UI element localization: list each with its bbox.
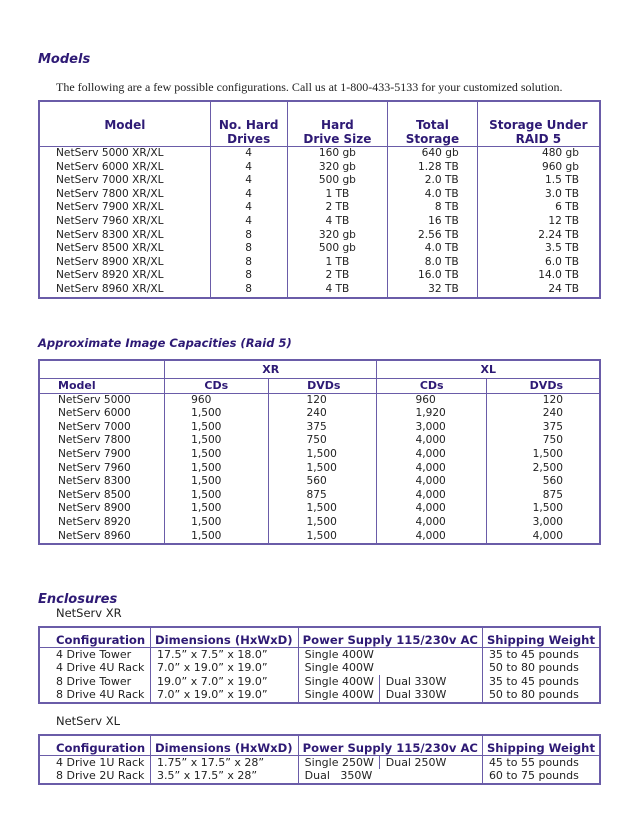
col-total-2: Storage [388, 132, 478, 147]
table-row [39, 462, 600, 476]
table-row [39, 229, 600, 243]
power-supply: Single 400W [298, 675, 379, 689]
model-name: NetServ 8960 [58, 529, 131, 542]
table-row [39, 769, 600, 784]
model-name: NetServ 8900 XR/XL [56, 255, 164, 268]
xl-dvds: 4,000 [486, 530, 600, 545]
table-row [39, 283, 600, 298]
table-row [39, 174, 600, 188]
configuration: 4 Drive Tower [56, 647, 132, 661]
drive-size: 160 gb [287, 147, 388, 161]
xl-dvds: 2,500 [486, 462, 600, 476]
model-name: NetServ 8920 XR/XL [56, 269, 164, 282]
xr-cds: 1,500 [165, 530, 268, 545]
xr-cds: 1,500 [165, 434, 268, 448]
dimensions: 3.5” x 17.5” x 28” [151, 769, 299, 784]
col-model-2 [39, 132, 210, 147]
enclosures-heading: Enclosures [38, 592, 118, 607]
enclosures-xl-table [38, 734, 601, 785]
xr-cds: 1,500 [165, 462, 268, 476]
xl-cds: 960 [377, 393, 487, 407]
table-row [39, 256, 600, 270]
configuration: 8 Drive 4U Rack [56, 688, 145, 702]
table-row [39, 242, 600, 256]
dimensions: 19.0” x 7.0” x 19.0” [151, 675, 299, 689]
total-storage: 8 TB [388, 201, 478, 215]
model-name: NetServ 8500 XR/XL [56, 242, 164, 255]
dimensions: 7.0” x 19.0” x 19.0” [151, 688, 299, 703]
table-row [39, 475, 600, 489]
col-drives-2: Drives [210, 132, 287, 147]
group-blank [39, 360, 165, 379]
model-name: NetServ 7800 XR/XL [56, 187, 164, 200]
drive-size: 2 TB [287, 201, 388, 215]
configuration: 8 Drive Tower [56, 674, 132, 688]
col-model: Model [39, 379, 165, 394]
power-supply: Dual 350W [298, 769, 482, 784]
drive-count: 8 [210, 242, 287, 256]
table-row [39, 393, 600, 407]
table-row [39, 647, 600, 661]
table-row [39, 448, 600, 462]
table-row [39, 147, 600, 161]
xr-dvds: 560 [268, 475, 377, 489]
total-storage: 4.0 TB [388, 242, 478, 256]
xl-cds: 3,000 [377, 421, 487, 435]
col-weight: Shipping Weight [482, 627, 600, 647]
model-name: NetServ 8900 [58, 502, 131, 515]
drive-count: 8 [210, 283, 287, 298]
xr-cds: 1,500 [165, 421, 268, 435]
col-drives: No. Hard [210, 101, 287, 132]
raid-storage: 24 TB [477, 283, 600, 298]
raid-storage: 2.24 TB [477, 229, 600, 243]
model-name: NetServ 8500 [58, 488, 131, 501]
model-name: NetServ 6000 XR/XL [56, 160, 164, 173]
model-name: NetServ 7900 [58, 447, 131, 460]
drive-count: 8 [210, 229, 287, 243]
table-row [39, 434, 600, 448]
dimensions: 7.0” x 19.0” x 19.0” [151, 661, 299, 675]
images-heading: Approximate Image Capacities (Raid 5) [38, 336, 292, 350]
total-storage: 640 gb [388, 147, 478, 161]
model-name: NetServ 8300 XR/XL [56, 228, 164, 241]
col-dims: Dimensions (HxWxD) [151, 735, 299, 755]
table-row [39, 489, 600, 503]
col-xr-cds: CDs [165, 379, 268, 394]
col-size-2: Drive Size [287, 132, 388, 147]
configuration: 8 Drive 2U Rack [56, 769, 145, 783]
table-row [39, 675, 600, 689]
drive-size: 1 TB [287, 188, 388, 202]
table-row [39, 407, 600, 421]
xl-label: NetServ XL [56, 714, 121, 728]
model-name: NetServ 8300 [58, 475, 131, 488]
table-row [39, 502, 600, 516]
xr-cds: 960 [165, 393, 268, 407]
xl-cds: 4,000 [377, 516, 487, 530]
dimensions: 1.75” x 17.5” x 28” [151, 755, 299, 769]
xr-cds: 1,500 [165, 502, 268, 516]
raid-storage: 1.5 TB [477, 174, 600, 188]
drive-count: 4 [210, 201, 287, 215]
table-row [39, 755, 600, 769]
col-model: Model [104, 118, 146, 132]
total-storage: 8.0 TB [388, 256, 478, 270]
total-storage: 4.0 TB [388, 188, 478, 202]
shipping-weight: 35 to 45 pounds [482, 675, 600, 689]
model-name: NetServ 7000 [58, 420, 131, 433]
drive-size: 500 gb [287, 174, 388, 188]
xl-cds: 4,000 [377, 448, 487, 462]
xl-dvds: 875 [486, 489, 600, 503]
model-name: NetServ 5000 [58, 393, 131, 406]
models-intro: The following are a few possible configurations. Call us at 1-800-433-5133 for your customized solution. [56, 80, 563, 94]
drive-size: 2 TB [287, 269, 388, 283]
col-power: Power Supply 115/230v AC [298, 627, 482, 647]
col-weight: Shipping Weight [482, 735, 600, 755]
xl-dvds: 240 [486, 407, 600, 421]
model-name: NetServ 7960 XR/XL [56, 214, 164, 227]
power-supply: Single 400W [298, 688, 379, 703]
table-row [39, 516, 600, 530]
drive-count: 4 [210, 174, 287, 188]
col-xl-cds: CDs [377, 379, 487, 394]
col-power: Power Supply 115/230v AC [298, 735, 482, 755]
model-name: NetServ 6000 [58, 407, 131, 420]
raid-storage: 6.0 TB [477, 256, 600, 270]
raid-storage: 6 TB [477, 201, 600, 215]
xl-cds: 4,000 [377, 530, 487, 545]
xr-dvds: 1,500 [268, 530, 377, 545]
xl-cds: 4,000 [377, 475, 487, 489]
total-storage: 32 TB [388, 283, 478, 298]
images-table [38, 359, 601, 545]
xl-dvds: 1,500 [486, 448, 600, 462]
drive-count: 8 [210, 269, 287, 283]
xl-dvds: 560 [486, 475, 600, 489]
xl-cds: 4,000 [377, 462, 487, 476]
col-raid-2: RAID 5 [477, 132, 600, 147]
col-size: Hard [287, 101, 388, 132]
raid-storage: 480 gb [477, 147, 600, 161]
drive-count: 8 [210, 256, 287, 270]
table-row [39, 661, 600, 675]
model-name: NetServ 7960 [58, 461, 131, 474]
drive-size: 4 TB [287, 283, 388, 298]
drive-count: 4 [210, 161, 287, 175]
model-name: NetServ 5000 XR/XL [56, 147, 164, 159]
xr-dvds: 120 [268, 393, 377, 407]
power-supply-alt: Dual 250W [379, 755, 482, 769]
table-row [39, 688, 600, 703]
drive-count: 4 [210, 188, 287, 202]
dimensions: 17.5” x 7.5” x 18.0” [151, 647, 299, 661]
xr-dvds: 375 [268, 421, 377, 435]
total-storage: 1.28 TB [388, 161, 478, 175]
drive-size: 320 gb [287, 161, 388, 175]
xl-cds: 4,000 [377, 434, 487, 448]
group-xl: XL [377, 360, 600, 379]
xr-cds: 1,500 [165, 448, 268, 462]
model-name: NetServ 7000 XR/XL [56, 174, 164, 187]
drive-size: 320 gb [287, 229, 388, 243]
table-row [39, 215, 600, 229]
configuration: 4 Drive 4U Rack [56, 661, 145, 675]
col-config: Configuration [39, 627, 151, 647]
xl-dvds: 1,500 [486, 502, 600, 516]
raid-storage: 3.0 TB [477, 188, 600, 202]
col-xr-dvds: DVDs [268, 379, 377, 394]
drive-count: 4 [210, 215, 287, 229]
model-name: NetServ 7900 XR/XL [56, 201, 164, 214]
xr-dvds: 1,500 [268, 462, 377, 476]
raid-storage: 960 gb [477, 161, 600, 175]
shipping-weight: 50 to 80 pounds [482, 661, 600, 675]
table-row [39, 530, 600, 545]
xr-dvds: 875 [268, 489, 377, 503]
power-supply-alt: Dual 330W [379, 688, 482, 703]
shipping-weight: 45 to 55 pounds [482, 755, 600, 769]
xr-dvds: 1,500 [268, 502, 377, 516]
xl-dvds: 750 [486, 434, 600, 448]
shipping-weight: 35 to 45 pounds [482, 647, 600, 661]
xr-cds: 1,500 [165, 407, 268, 421]
xr-label: NetServ XR [56, 606, 122, 620]
power-supply: Single 400W [298, 647, 482, 661]
table-row [39, 269, 600, 283]
models-table [38, 100, 601, 299]
col-dims: Dimensions (HxWxD) [151, 627, 299, 647]
model-name: NetServ 8920 [58, 515, 131, 528]
xr-dvds: 1,500 [268, 516, 377, 530]
table-row [39, 161, 600, 175]
xl-dvds: 120 [486, 393, 600, 407]
raid-storage: 14.0 TB [477, 269, 600, 283]
xr-dvds: 1,500 [268, 448, 377, 462]
configuration: 4 Drive 1U Rack [56, 755, 145, 769]
col-raid: Storage Under [477, 101, 600, 132]
col-config: Configuration [39, 735, 151, 755]
xl-cds: 4,000 [377, 502, 487, 516]
xl-cds: 1,920 [377, 407, 487, 421]
model-name: NetServ 7800 [58, 434, 131, 447]
power-supply: Single 250W [298, 755, 379, 769]
power-supply: Single 400W [298, 661, 482, 675]
col-xl-dvds: DVDs [486, 379, 600, 394]
shipping-weight: 60 to 75 pounds [482, 769, 600, 784]
col-total: Total [388, 101, 478, 132]
total-storage: 2.0 TB [388, 174, 478, 188]
drive-size: 1 TB [287, 256, 388, 270]
xr-cds: 1,500 [165, 516, 268, 530]
table-row [39, 188, 600, 202]
total-storage: 2.56 TB [388, 229, 478, 243]
xr-cds: 1,500 [165, 489, 268, 503]
xl-cds: 4,000 [377, 489, 487, 503]
xl-dvds: 375 [486, 421, 600, 435]
model-name: NetServ 8960 XR/XL [56, 282, 164, 295]
shipping-weight: 50 to 80 pounds [482, 688, 600, 703]
total-storage: 16.0 TB [388, 269, 478, 283]
raid-storage: 3.5 TB [477, 242, 600, 256]
xr-cds: 1,500 [165, 475, 268, 489]
models-heading: Models [38, 52, 91, 67]
enclosures-xr-table [38, 626, 601, 704]
total-storage: 16 TB [388, 215, 478, 229]
xr-dvds: 750 [268, 434, 377, 448]
power-supply-alt: Dual 330W [379, 675, 482, 689]
group-xr: XR [165, 360, 377, 379]
raid-storage: 12 TB [477, 215, 600, 229]
xr-dvds: 240 [268, 407, 377, 421]
table-row [39, 201, 600, 215]
drive-size: 4 TB [287, 215, 388, 229]
drive-count: 4 [210, 147, 287, 161]
table-row [39, 421, 600, 435]
drive-size: 500 gb [287, 242, 388, 256]
xl-dvds: 3,000 [486, 516, 600, 530]
